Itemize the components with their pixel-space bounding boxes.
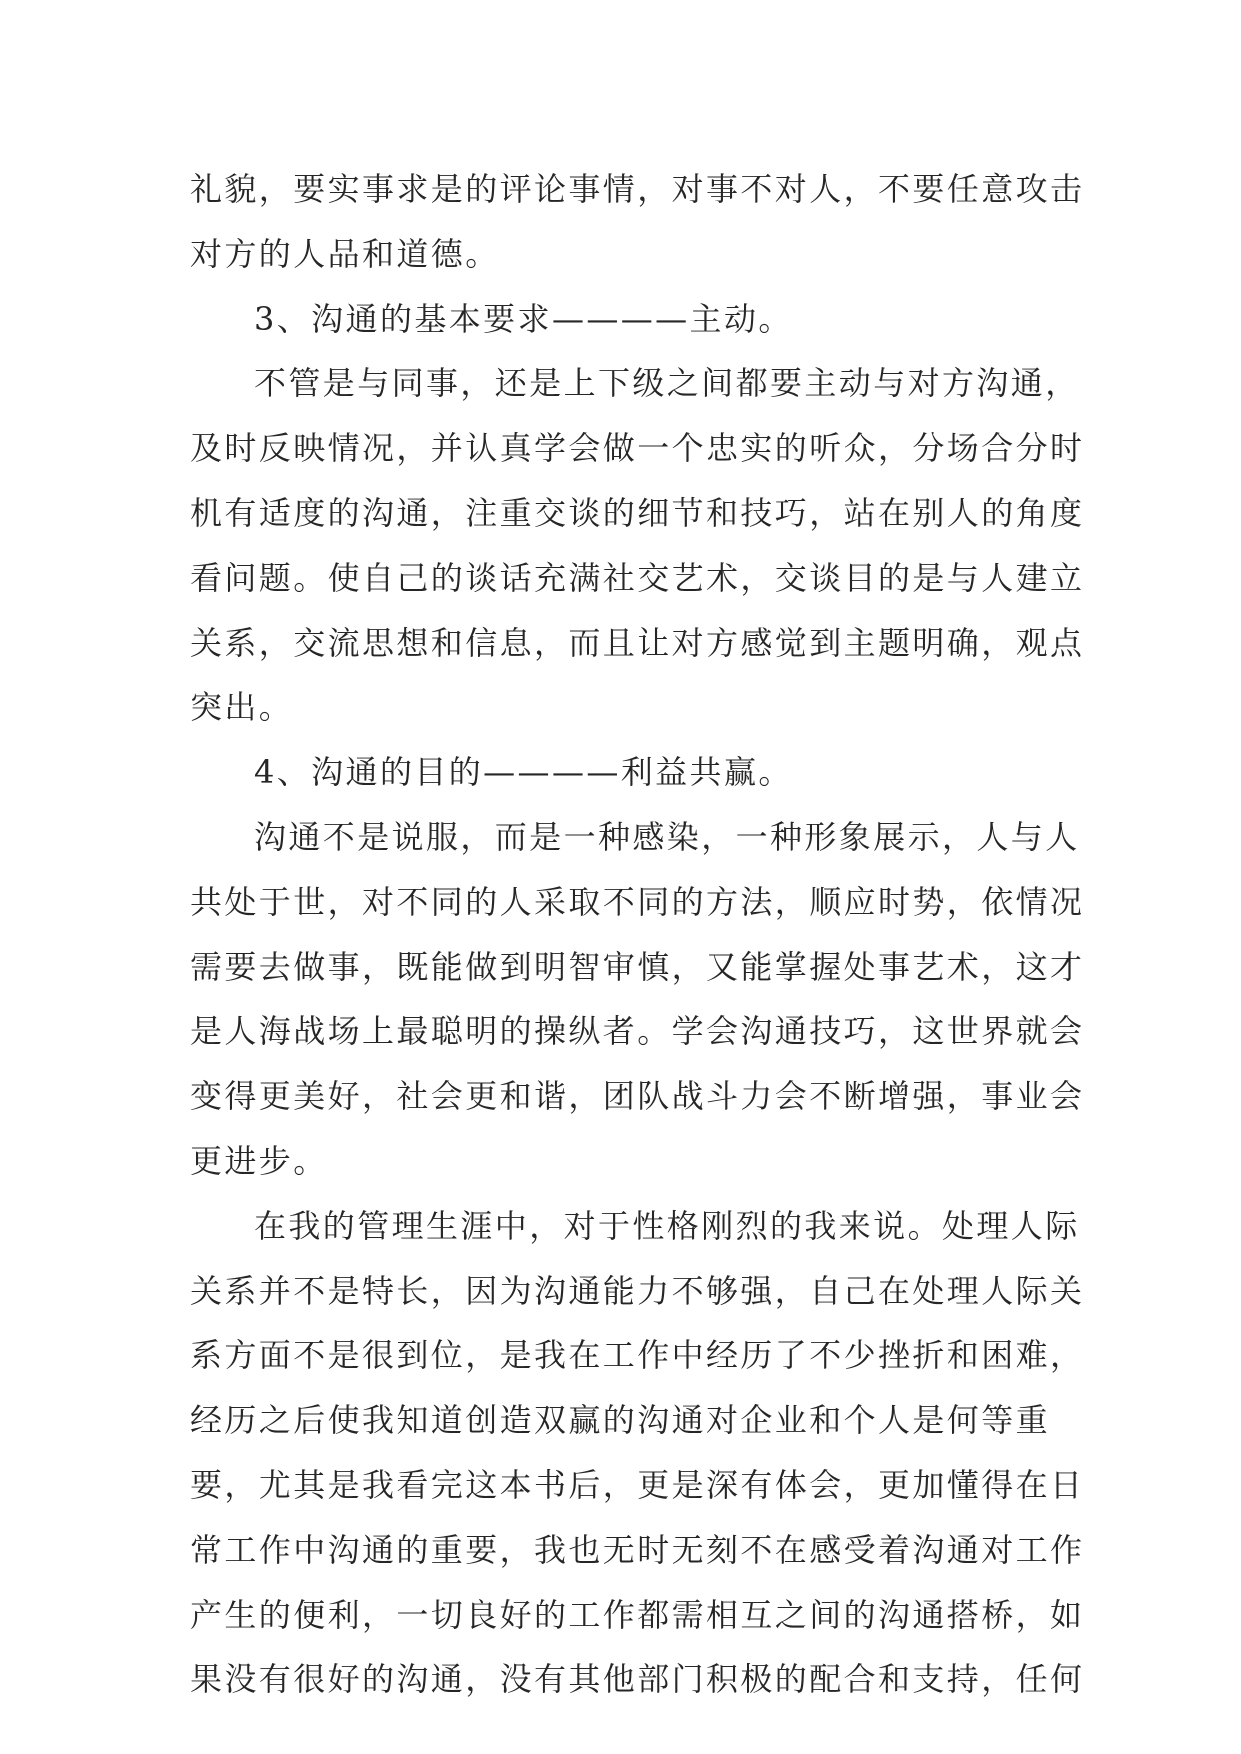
text-line: 机有适度的沟通，注重交谈的细节和技巧，站在别人的角度 — [190, 493, 1085, 532]
text-line: 变得更美好，社会更和谐，团队战斗力会不断增强，事业会 — [190, 1077, 1085, 1116]
text-line: 果没有很好的沟通，没有其他部门积极的配合和支持，任何 — [190, 1660, 1085, 1699]
text-line: 更进步。 — [190, 1141, 328, 1180]
text-line: 及时反映情况，并认真学会做一个忠实的听众，分场合分时 — [190, 429, 1085, 468]
section-heading-4: 4、沟通的目的————利益共赢。 — [254, 753, 793, 792]
text-line: 对方的人品和道德。 — [190, 234, 500, 273]
section-heading-3: 3、沟通的基本要求————主动。 — [254, 299, 793, 338]
text-line: 关系，交流思想和信息，而且让对方感觉到主题明确，观点 — [190, 623, 1085, 662]
text-line: 礼貌，要实事求是的评论事情，对事不对人，不要任意攻击 — [190, 170, 1085, 208]
text-line: 看问题。使自己的谈话充满社交艺术，交谈目的是与人建立 — [190, 558, 1085, 597]
text-line: 是人海战场上最聪明的操纵者。学会沟通技巧，这世界就会 — [190, 1012, 1085, 1051]
text-line: 系方面不是很到位，是我在工作中经历了不少挫折和困难， — [190, 1336, 1085, 1375]
text-line: 要，尤其是我看完这本书后，更是深有体会，更加懂得在日 — [190, 1465, 1085, 1504]
text-line: 不管是与同事，还是上下级之间都要主动与对方沟通， — [254, 364, 1080, 403]
text-line: 常工作中沟通的重要，我也无时无刻不在感受着沟通对工作 — [190, 1530, 1085, 1569]
text-line: 沟通不是说服，而是一种感染，一种形象展示，人与人 — [254, 817, 1080, 856]
text-line: 产生的便利，一切良好的工作都需相互之间的沟通搭桥，如 — [190, 1595, 1085, 1634]
text-line: 经历之后使我知道创造双赢的沟通对企业和个人是何等重 — [190, 1401, 1051, 1440]
text-line: 关系并不是特长，因为沟通能力不够强，自己在处理人际关 — [190, 1271, 1085, 1310]
text-line: 突出。 — [190, 688, 294, 727]
text-line: 共处于世，对不同的人采取不同的方法，顺应时势，依情况 — [190, 882, 1085, 921]
text-line: 在我的管理生涯中，对于性格刚烈的我来说。处理人际 — [254, 1206, 1080, 1245]
text-line: 需要去做事，既能做到明智审慎，又能掌握处事艺术，这才 — [190, 947, 1085, 986]
document-body — [190, 157, 1085, 1712]
